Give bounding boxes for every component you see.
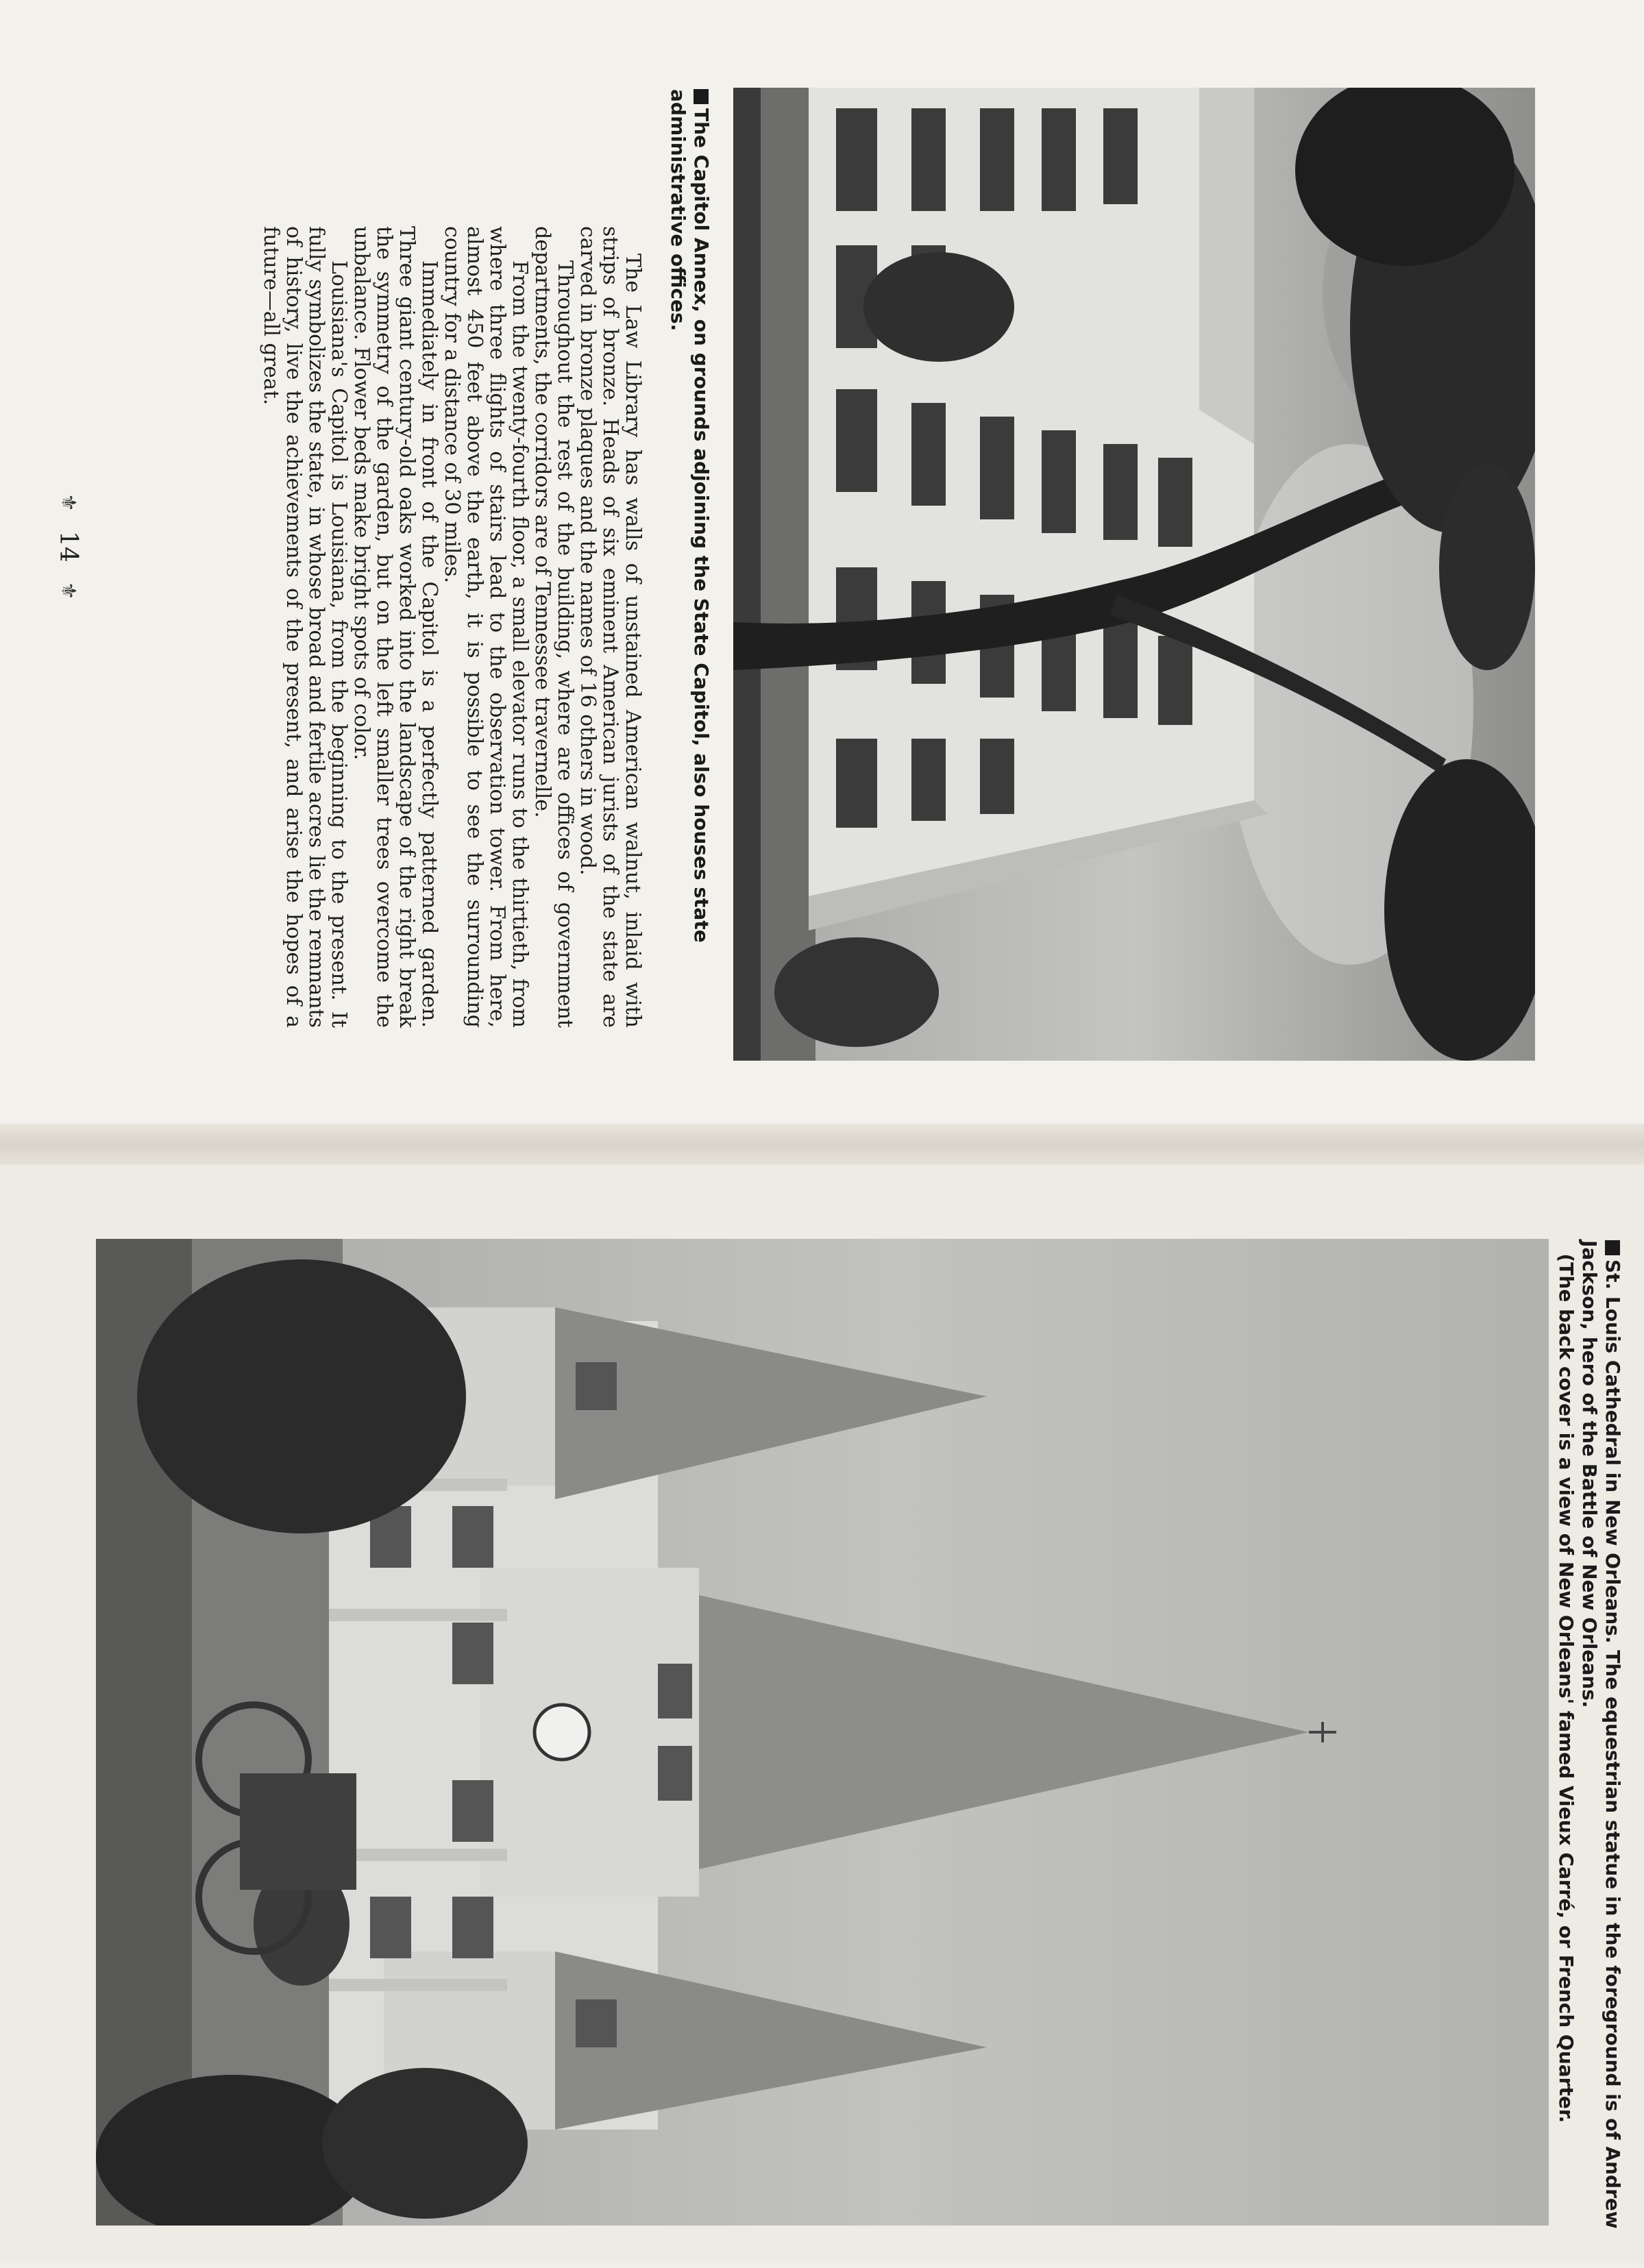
fleur-de-lis-icon: ⚜ [56,493,80,512]
square-bullet-icon [1605,1240,1620,1255]
page-folio [54,493,82,600]
paragraph: Throughout the rest of the building, where are offices of government departments, the corridors are of Tennessee travernelle. [530,226,577,1028]
capitol-annex-caption: The Capitol Annex, on grounds adjoining the State Capitol, also houses state administrative offices. [667,89,713,943]
paragraph: Louisiana's Capitol is Louisiana, from the beginning to the present. It fully symbolizes the state, in whose broad and fertile acres lie the remnants of history, live the achievements of the present, and arise the hopes of a future—all great. [259,226,351,1028]
page-number: 14 [54,530,82,563]
center-fold [0,1124,1644,1165]
cathedral-caption: St. Louis Cathedral in New Orleans. The equestrian statue in the foreground is of Andrew Jackson, hero of the Battle of New Orleans. (The back cover is a view of New Orleans' famed Vieux Carré, or French Quarter. [1555,1240,1624,2229]
capitol-annex-photo [733,88,1535,1061]
paragraph: The Law Library has walls of unstained American walnut, inlaid with strips of bronze. Heads of six eminent American jurists of the state are carved in bronze plaques and the names of 16 others in wood. [576,226,645,1028]
capitol-annex-caption-block [666,89,713,1069]
st-louis-cathedral-photo [96,1239,1549,2226]
capitol-article-text [260,226,644,1028]
paragraph: From the twenty-fourth floor, a small elevator runs to the thirtieth, from where three flights of stairs lead to the observation tower. From here, almost 450 feet above the earth, it is possible to see the surrounding country for a distance of 30 miles. [440,226,532,1028]
fleur-de-lis-icon: ⚜ [56,581,80,600]
bottom-page [0,1165,1644,2263]
top-page [0,0,1644,1124]
paragraph: Immediately in front of the Capitol is a perfectly patterned garden. Three giant century-old oaks worked into the landscape of the right break the symmetry of the garden, but on the left smaller trees overcome the unbalance. Flower beds make bright spots of color. [349,226,441,1028]
square-bullet-icon [694,89,709,104]
cathedral-caption-block [1554,1240,1624,2268]
